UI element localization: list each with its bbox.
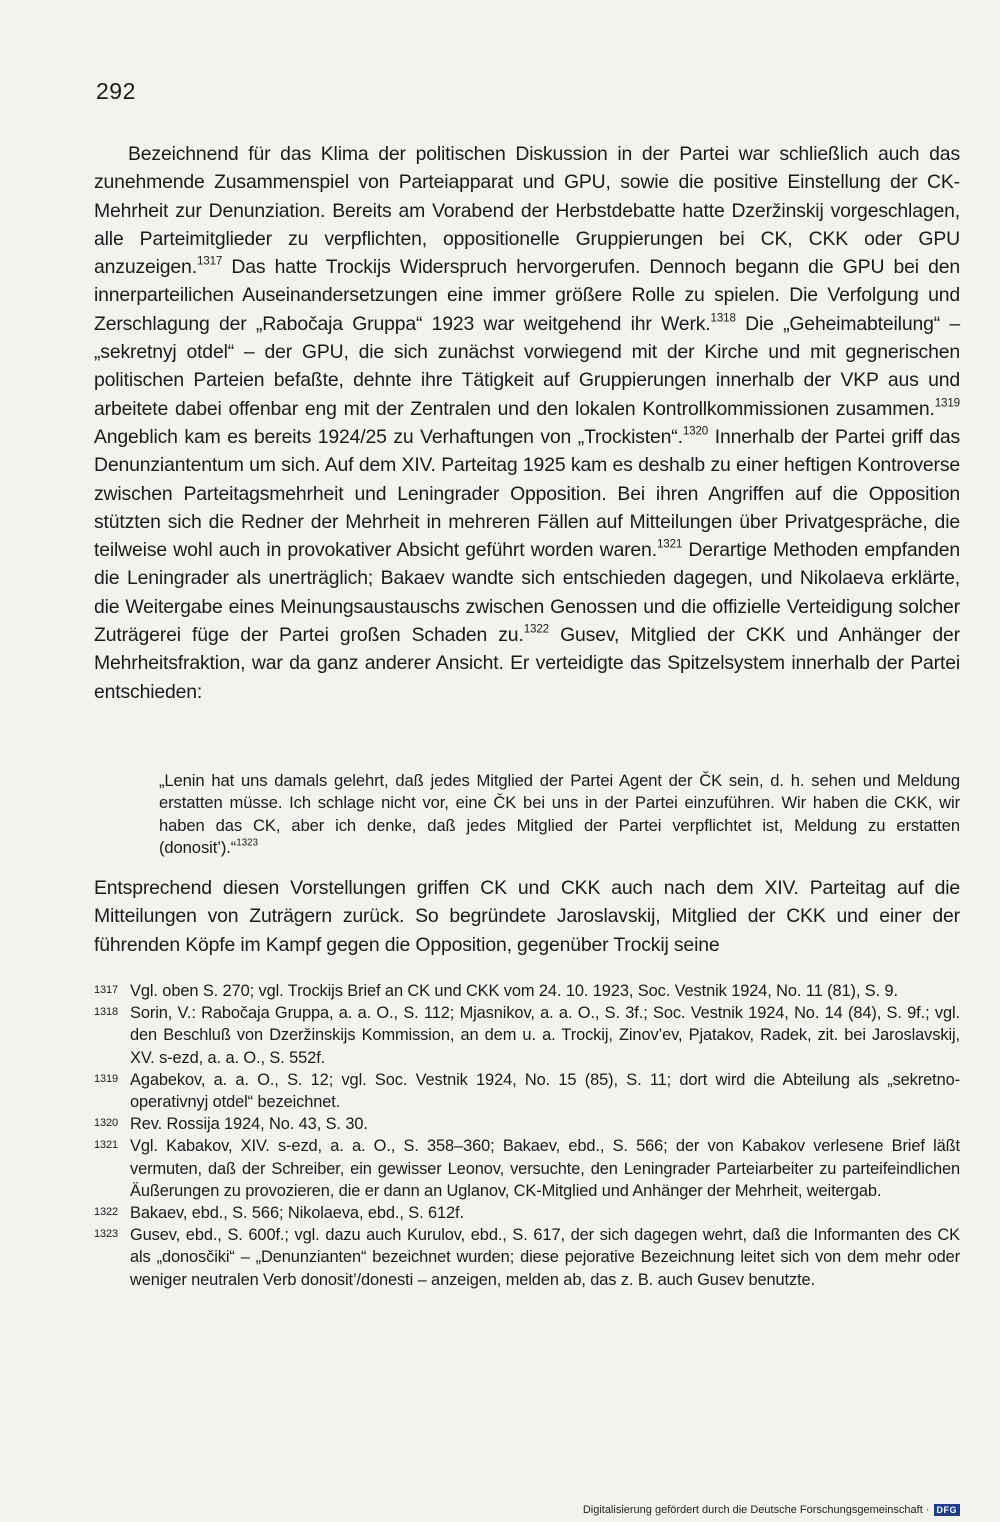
- footnote-text: Vgl. oben S. 270; vgl. Trockijs Brief an CK und CKK vom 24. 10. 1923, Soc. Vestnik 1924, No. 11 (81), S. 9.: [130, 982, 898, 1000]
- footnote-text: Sorin, V.: Rabočaja Gruppa, a. a. O., S. 112; Mjasnikov, a. a. O., S. 3f.; Soc. Vestnik 1924, No. 14 (84), S. 9f.; vgl. den Beschluß von Dzeržinskijs Kommission, an dem u. a. Trockij, Zinov’ev, Pjatakov, Radek, zit. bei Jaroslavskij, XV. s-ezd, a. a. O., S. 552f.: [130, 1004, 960, 1067]
- footnote-text: Agabekov, a. a. O., S. 12; vgl. Soc. Vestnik 1924, No. 15 (85), S. 11; dort wird die Abteilung als „sekretno-operativnyj otdel“ bezeichnet.: [130, 1070, 960, 1112]
- block-quote: [159, 770, 960, 860]
- footnote-ref[interactable]: 1323: [236, 837, 258, 849]
- page-number: 292: [96, 78, 136, 104]
- quote-text: „Lenin hat uns damals gelehrt, daß jedes Mitglied der Partei Agent der ČK sein, d. h. sehen und Meldung erstatten müsse. Ich schlage nicht vor, eine ČK bei uns in der Partei einzuführen. Wir haben die CKK, wir haben das CK, aber ich denke, daß jedes Mitglied der Partei verpflichtet ist, Meldung zu erstatten (donosit’).“: [159, 771, 960, 858]
- footnote: [94, 1113, 960, 1135]
- dfg-logo: DFG: [934, 1504, 961, 1516]
- footnote-number: 1321: [94, 1139, 119, 1152]
- footnote-number: 1319: [94, 1072, 119, 1085]
- footnote-text: Vgl. Kabakov, XIV. s-ezd, a. a. O., S. 358–360; Bakaev, ebd., S. 566; der von Kabakov verlesene Brief läßt vermuten, daß der Schreiber, ein gewisser Leonov, versuchte, den Leningrader Parteiarbeiter zu parteifeindlichen Äußerungen zu provozieren, die er dann an Uglanov, CK-Mitglied und Anhänger der Mehrheit, weitergab.: [130, 1137, 960, 1200]
- footnote-ref[interactable]: 1321: [656, 537, 683, 551]
- text-run: Die „Geheimabteilung“ – „sekretnyj otdel“ – der GPU, die sich zunächst vorwiegend mit der Kirche und mit gegnerischen politischen Parteien befaßte, dehnte ihre Tätigkeit auf Gruppierungen innerhalb der VKP aus und arbeitete dabei offenbar eng mit der Zentralen und den lokalen Kontrollkommissionen zusammen.: [94, 312, 960, 420]
- body-paragraph-1: [94, 140, 960, 706]
- footnote-ref[interactable]: 1322: [523, 622, 549, 636]
- footnote-text: Gusev, ebd., S. 600f.; vgl. dazu auch Kurulov, ebd., S. 617, der sich dagegen wehrt, daß die Informanten des CK als „donosčiki“ – „Denunzianten“ bezeichnet wurden; diese pejorative Bezeichnung leitet sich von dem mehr oder weniger neutralen Verb donosit’/donesti – anzeigen, melden ab, das z. B. auch Gusev benutzte.: [130, 1226, 960, 1289]
- footnote: [94, 980, 960, 1002]
- footnote: [94, 1069, 960, 1113]
- footnote-ref[interactable]: 1320: [682, 424, 709, 438]
- text-run: Derartige Methoden empfanden die Leningrader als unerträglich; Bakaev wandte sich entschieden dagegen, und Nikolaeva erklärte, die Weitergabe eines Meinungsaustauschs zwischen Genossen und die offizielle Verteidigung solcher Zuträgerei füge der Partei großen Schaden zu.: [94, 539, 961, 647]
- footnote-ref[interactable]: 1318: [710, 311, 736, 325]
- body-paragraph-2: Entsprechend diesen Vorstellungen griffen CK und CKK auch nach dem XIV. Parteitag auf die Mitteilungen von Zuträgern zurück. So begründete Jaroslavskij, Mitglied der CKK und einer der führenden Köpfe im Kampf gegen die Opposition, gegenüber Trockij seine: [94, 877, 960, 956]
- text-run: Gusev, Mitglied der CKK und Anhänger der Mehrheitsfraktion, war da ganz anderer Ansicht. Er verteidigte das Spitzelsystem innerhalb der Partei entschieden:: [94, 624, 960, 703]
- footnote-text: Bakaev, ebd., S. 566; Nikolaeva, ebd., S. 612f.: [130, 1204, 464, 1223]
- footnote-number: 1322: [94, 1206, 119, 1219]
- text-run: Angeblich kam es bereits 1924/25 zu Verhaftungen von „Trockisten“.: [94, 425, 683, 448]
- text-run: Bezeichnend für das Klima der politischen Diskussion in der Partei war schließlich auch das zunehmende Zusammenspiel von Parteiapparat und GPU, sowie die positive Einstellung der CK-Mehrheit zur Denunziation. Bereits am Vorabend der Herbstdebatte hatte Dzeržinskij vorgeschlagen, alle Parteimitglieder zu verpflichten, oppositionelle Gruppierungen bei CK, CKK oder GPU anzuzeigen.: [94, 143, 960, 279]
- footer-text: Digitalisierung gefördert durch die Deutsche Forschungsgemeinschaft ·: [582, 1504, 930, 1516]
- footnote-number: 1320: [94, 1117, 119, 1130]
- footnote-number: 1323: [94, 1228, 119, 1241]
- footnote-ref[interactable]: 1317: [196, 254, 223, 268]
- footnote: [94, 1002, 960, 1069]
- text-run: Innerhalb der Partei griff das Denunziantentum um sich. Auf dem XIV. Parteitag 1925 kam es deshalb zu einer heftigen Kontroverse zwischen Parteitagsmehrheit und Leningrader Opposition. Bei ihren Angriffen auf die Opposition stützten sich die Redner der Mehrheit in mehreren Fällen auf Mitteilungen über Privatgespräche, die teilweise wohl auch in provokativer Absicht geführt worden waren.: [94, 425, 961, 562]
- text-run: Das hatte Trockijs Widerspruch hervorgerufen. Dennoch begann die GPU bei den innerparteilichen Auseinandersetzungen eine immer größere Rolle zu spielen. Die Verfolgung und Zerschlagung der „Rabočaja Gruppa“ 1923 war weitgehend ihr Werk.: [94, 256, 960, 335]
- footnote: [94, 1224, 960, 1291]
- footnote-number: 1317: [94, 984, 119, 996]
- footnotes: [94, 980, 960, 1291]
- footnote-text: Rev. Rossija 1924, No. 43, S. 30.: [130, 1115, 368, 1134]
- footnote: [94, 1135, 960, 1202]
- footnote: [94, 1202, 960, 1224]
- footnote-ref[interactable]: 1319: [934, 395, 960, 409]
- footnote-number: 1318: [94, 1006, 119, 1019]
- digitization-footer: [583, 1504, 960, 1516]
